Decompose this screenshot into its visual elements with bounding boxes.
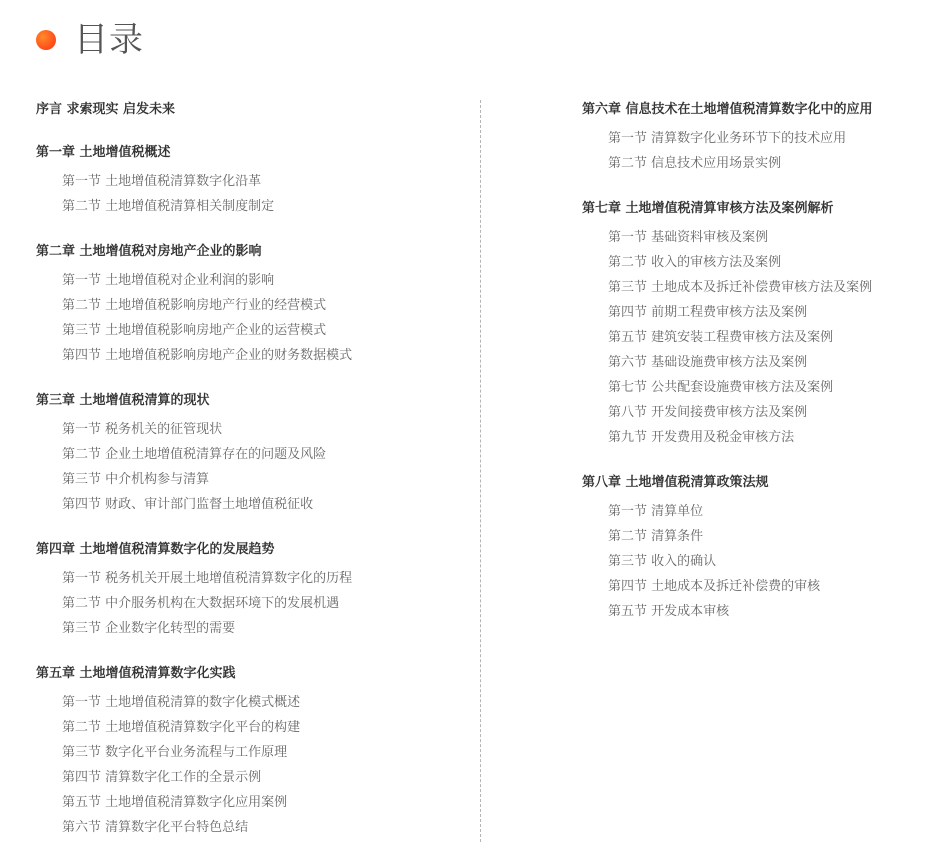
section-item[interactable]: 第一节 清算单位 [608, 504, 704, 519]
section-item[interactable]: 第二节 土地增值税影响房地产行业的经营模式 [62, 298, 327, 313]
column-divider [480, 100, 481, 842]
section-list [36, 268, 466, 368]
section-item[interactable]: 第四节 清算数字化工作的全景示例 [62, 770, 262, 785]
section-item[interactable]: 第二节 土地增值税清算相关制度制定 [62, 199, 275, 214]
section-item[interactable]: 第一节 土地增值税清算数字化沿革 [62, 174, 262, 189]
orange-dot-icon [36, 30, 56, 50]
section-item[interactable]: 第九节 开发费用及税金审核方法 [608, 430, 795, 445]
section-item[interactable]: 第七节 公共配套设施费审核方法及案例 [608, 380, 834, 395]
section-item[interactable]: 第三节 土地成本及拆迁补偿费审核方法及案例 [608, 280, 873, 295]
section-item[interactable]: 第一节 税务机关的征管现状 [62, 422, 223, 437]
chapter-title[interactable]: 第三章 土地增值税清算的现状 [36, 393, 210, 408]
section-item[interactable]: 第二节 中介服务机构在大数据环境下的发展机遇 [62, 596, 340, 611]
section-item[interactable]: 第四节 土地增值税影响房地产企业的财务数据模式 [62, 348, 353, 363]
section-item[interactable]: 第二节 企业土地增值税清算存在的问题及风险 [62, 447, 327, 462]
section-item[interactable]: 第八节 开发间接费审核方法及案例 [608, 405, 808, 420]
section-item[interactable]: 第三节 土地增值税影响房地产企业的运营模式 [62, 323, 327, 338]
chapter-title[interactable]: 第八章 土地增值税清算政策法规 [582, 475, 769, 490]
chapter-title[interactable]: 第七章 土地增值税清算审核方法及案例解析 [582, 201, 834, 216]
chapter-block [36, 242, 466, 368]
chapter-title[interactable]: 第五章 土地增值税清算数字化实践 [36, 666, 236, 681]
section-item[interactable]: 第一节 税务机关开展土地增值税清算数字化的历程 [62, 571, 353, 586]
chapter-title[interactable]: 序言 求索现实 启发未来 [36, 102, 176, 117]
chapter-block [36, 143, 466, 219]
page-header [36, 18, 144, 62]
section-item[interactable]: 第四节 财政、审计部门监督土地增值税征收 [62, 497, 314, 512]
section-list [36, 690, 466, 840]
section-item[interactable]: 第三节 中介机构参与清算 [62, 472, 210, 487]
section-list [582, 126, 932, 176]
section-item[interactable]: 第四节 土地成本及拆迁补偿费的审核 [608, 579, 821, 594]
chapter-block [36, 540, 466, 641]
section-item[interactable]: 第五节 开发成本审核 [608, 604, 730, 619]
section-item[interactable]: 第六节 清算数字化平台特色总结 [62, 820, 249, 835]
chapter-title[interactable]: 第四章 土地增值税清算数字化的发展趋势 [36, 542, 275, 557]
section-list [582, 225, 932, 450]
chapter-title[interactable]: 第六章 信息技术在土地增值税清算数字化中的应用 [582, 102, 873, 117]
chapter-title[interactable]: 第一章 土地增值税概述 [36, 145, 171, 160]
section-item[interactable]: 第二节 收入的审核方法及案例 [608, 255, 782, 270]
section-item[interactable]: 第一节 基础资料审核及案例 [608, 230, 769, 245]
section-item[interactable]: 第三节 数字化平台业务流程与工作原理 [62, 745, 288, 760]
section-item[interactable]: 第四节 前期工程费审核方法及案例 [608, 305, 808, 320]
chapter-title[interactable]: 第二章 土地增值税对房地产企业的影响 [36, 244, 262, 259]
section-list [36, 566, 466, 641]
chapter-block [36, 391, 466, 517]
section-item[interactable]: 第二节 土地增值税清算数字化平台的构建 [62, 720, 301, 735]
section-list [582, 499, 932, 624]
toc-left-column [36, 100, 466, 840]
section-item[interactable]: 第三节 企业数字化转型的需要 [62, 621, 236, 636]
section-item[interactable]: 第五节 建筑安装工程费审核方法及案例 [608, 330, 834, 345]
page-title: 目录 [74, 20, 144, 60]
section-item[interactable]: 第一节 清算数字化业务环节下的技术应用 [608, 131, 847, 146]
chapter-block [582, 100, 932, 176]
section-item[interactable]: 第三节 收入的确认 [608, 554, 717, 569]
toc-right-column [582, 100, 932, 624]
section-item[interactable]: 第一节 土地增值税清算的数字化模式概述 [62, 695, 301, 710]
section-item[interactable]: 第一节 土地增值税对企业利润的影响 [62, 273, 275, 288]
chapter-block [36, 664, 466, 840]
chapter-block [36, 100, 466, 120]
section-list [36, 169, 466, 219]
section-item[interactable]: 第五节 土地增值税清算数字化应用案例 [62, 795, 288, 810]
chapter-block [582, 199, 932, 450]
section-item[interactable]: 第二节 信息技术应用场景实例 [608, 156, 782, 171]
chapter-block [582, 473, 932, 624]
section-item[interactable]: 第二节 清算条件 [608, 529, 704, 544]
section-item[interactable]: 第六节 基础设施费审核方法及案例 [608, 355, 808, 370]
section-list [36, 417, 466, 517]
